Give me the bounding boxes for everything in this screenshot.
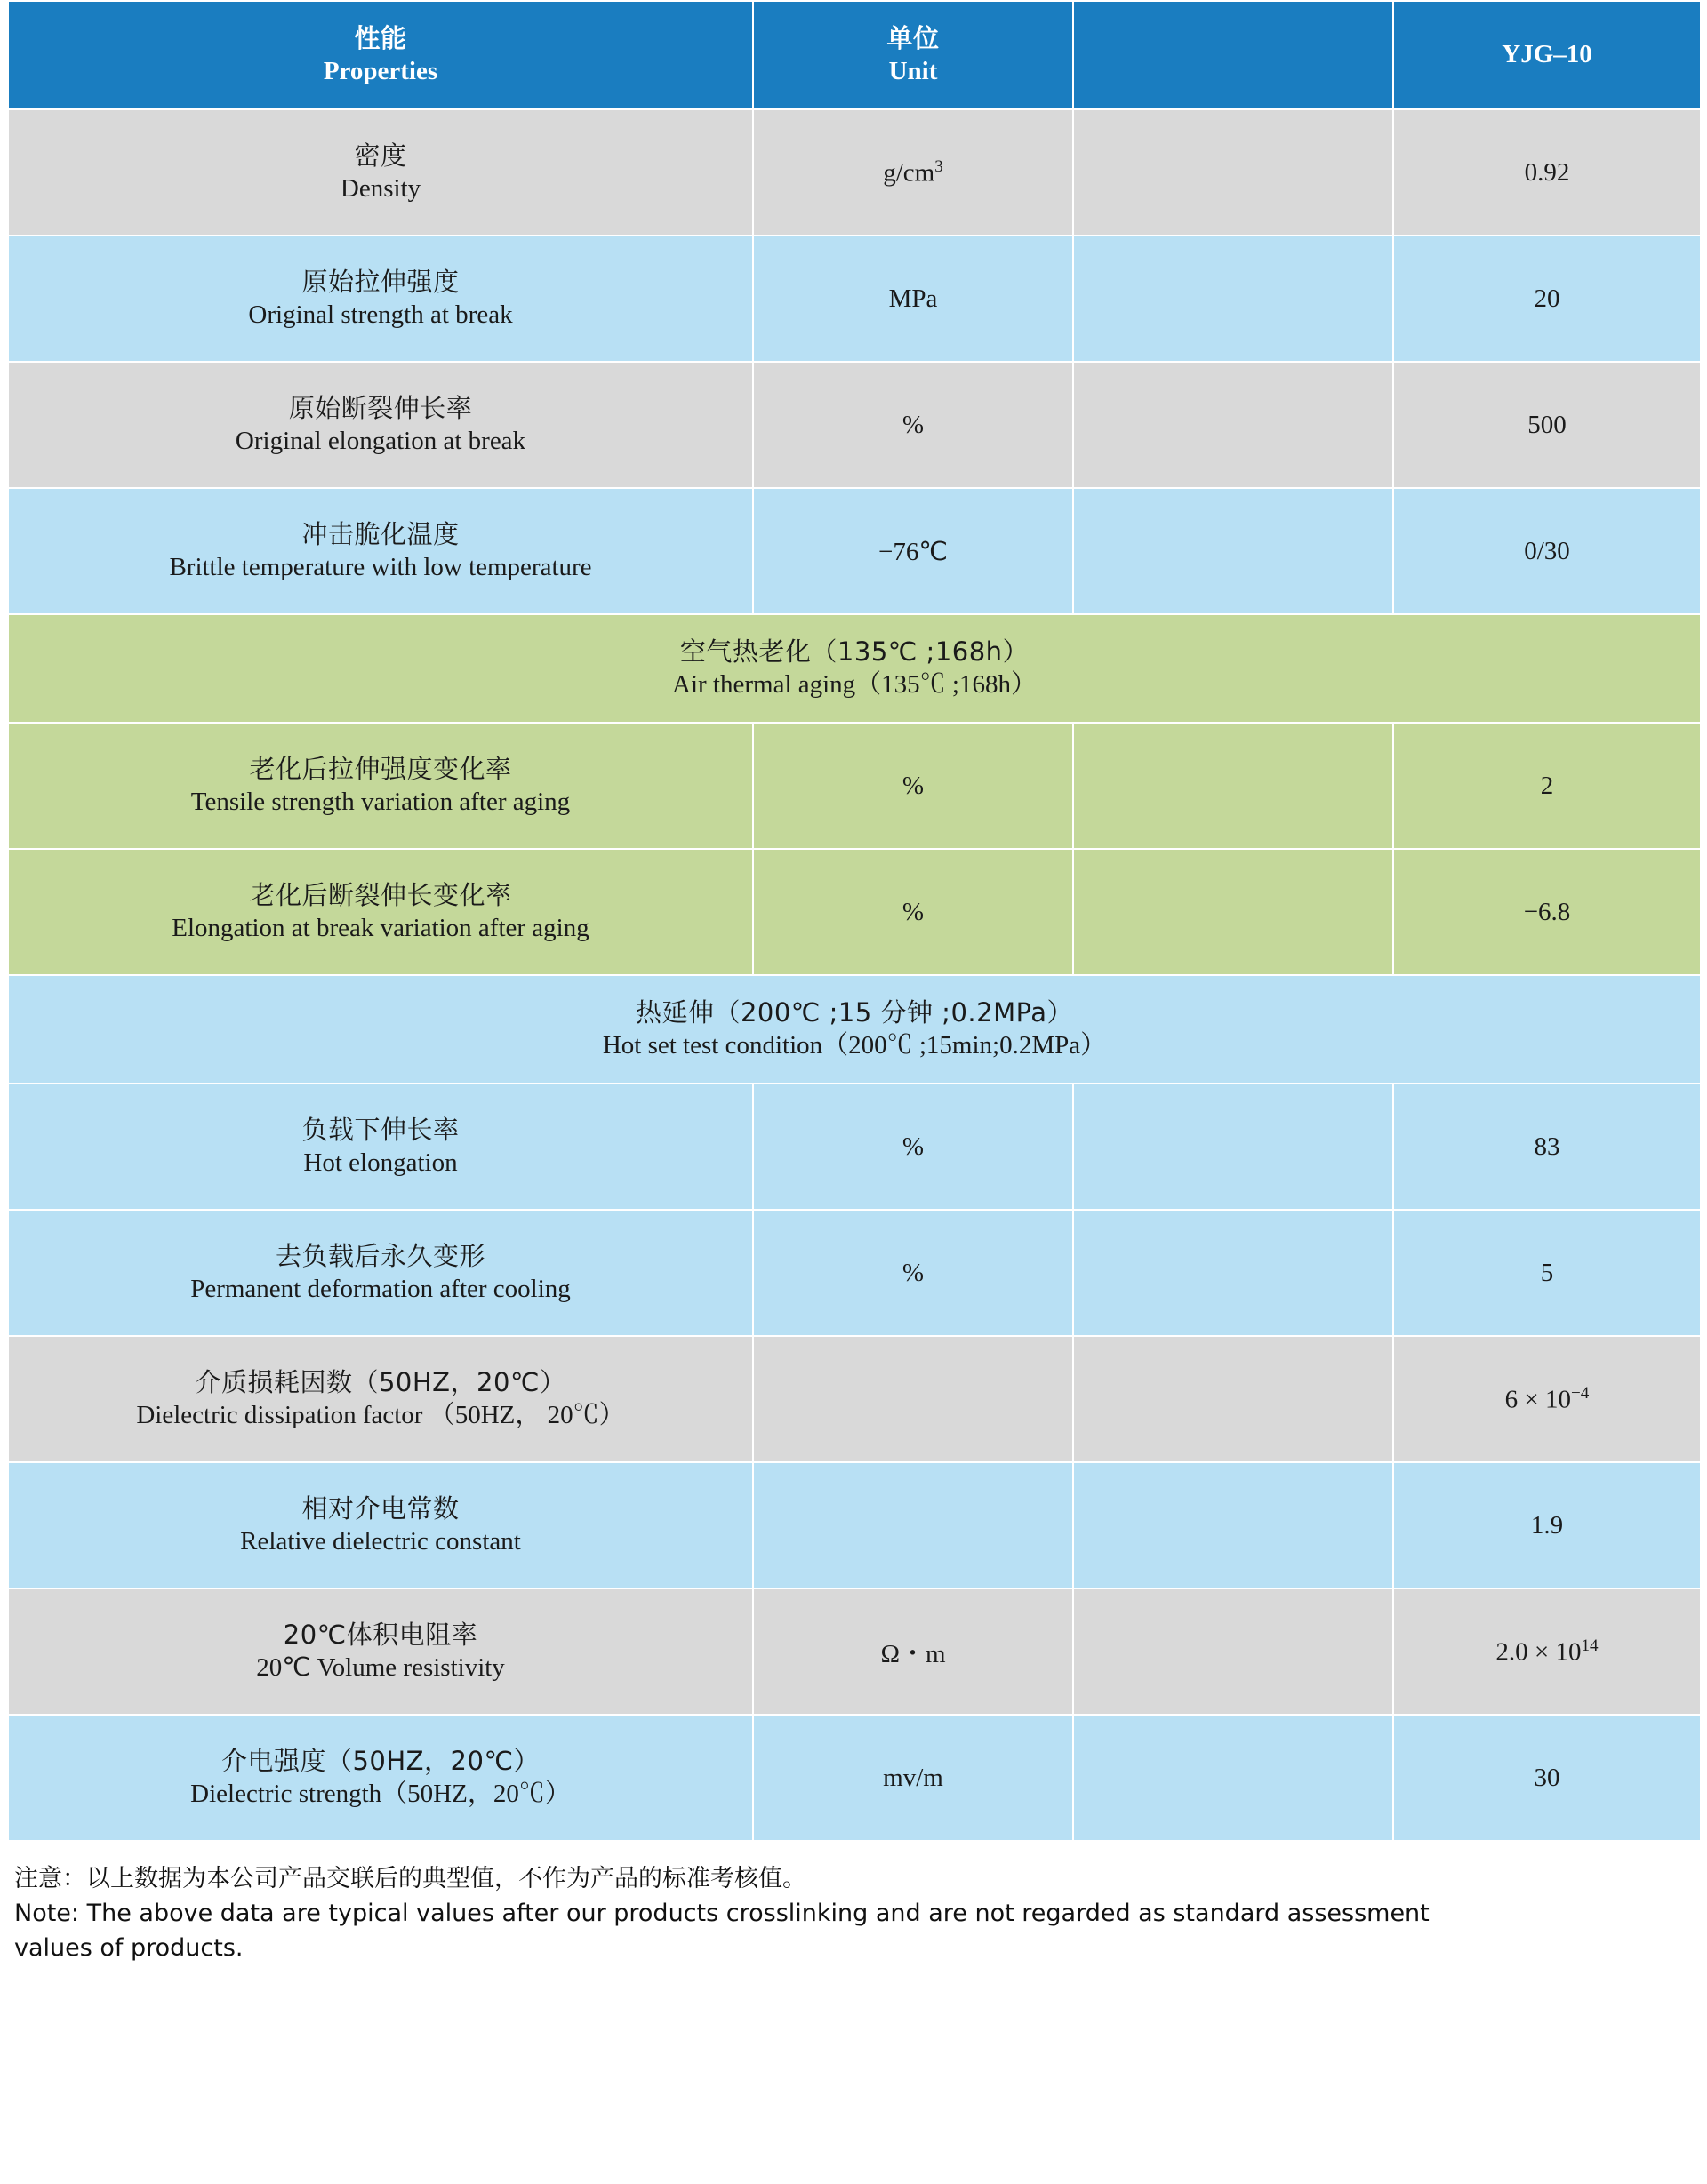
header-properties-cn: 性能 (354, 22, 407, 53)
row-blank (1073, 1462, 1393, 1588)
header-grade-label: YJG–10 (1502, 40, 1592, 69)
table-section-row (8, 614, 1701, 723)
property-en: Dielectric dissipation factor （50HZ， 20℃） (136, 1400, 625, 1429)
table-row (8, 1462, 1701, 1588)
property-en: Elongation at break variation after aging (172, 913, 589, 942)
unit-superscript: 3 (934, 156, 943, 176)
table-header-row (8, 1, 1701, 109)
row-property (8, 1210, 753, 1336)
property-cn: 去负载后永久变形 (275, 1240, 485, 1271)
row-property (8, 109, 753, 236)
row-property (8, 1084, 753, 1210)
section-title-cn: 空气热老化（135℃ ;168h） (679, 636, 1030, 667)
table-row (8, 1588, 1701, 1715)
section-title (8, 975, 1701, 1084)
property-cn: 原始拉伸强度 (301, 266, 460, 297)
value-superscript: 14 (1581, 1636, 1599, 1655)
row-property (8, 849, 753, 975)
property-cn: 相对介电常数 (301, 1492, 460, 1524)
row-property (8, 1588, 753, 1715)
section-title (8, 614, 1701, 723)
footnote (7, 1842, 1700, 1981)
unit-base: g/cm (883, 158, 935, 188)
table-row (8, 1084, 1701, 1210)
footnote-en-line2: values of products. (14, 1934, 244, 1963)
row-value: 0/30 (1393, 488, 1701, 614)
section-title-en: Air thermal aging（135℃ ;168h） (672, 669, 1037, 699)
value-base: 2.0 × 10 (1495, 1637, 1582, 1667)
property-en: 20℃ Volume resistivity (256, 1652, 505, 1682)
property-en: Hot elongation (303, 1148, 458, 1177)
row-blank (1073, 109, 1393, 236)
row-property (8, 1715, 753, 1841)
table-row (8, 109, 1701, 236)
row-value: −6.8 (1393, 849, 1701, 975)
property-cn: 原始断裂伸长率 (288, 392, 473, 423)
table-row (8, 1210, 1701, 1336)
row-blank (1073, 362, 1393, 488)
table-row (8, 723, 1701, 849)
property-cn: 老化后断裂伸长变化率 (249, 879, 512, 910)
property-en: Original elongation at break (235, 426, 526, 455)
property-en: Relative dielectric constant (240, 1526, 521, 1556)
property-cn: 介电强度（50HZ，20℃） (220, 1745, 541, 1776)
row-blank (1073, 488, 1393, 614)
row-property (8, 362, 753, 488)
row-property (8, 236, 753, 362)
row-unit: −76℃ (753, 488, 1073, 614)
header-cell-grade (1393, 1, 1701, 109)
row-blank (1073, 1336, 1393, 1462)
row-blank (1073, 1084, 1393, 1210)
table-row (8, 1336, 1701, 1462)
table-row (8, 362, 1701, 488)
properties-table (7, 0, 1702, 1842)
property-cn: 冲击脆化温度 (301, 518, 460, 549)
header-cell-blank (1073, 1, 1393, 109)
header-unit-cn: 单位 (886, 22, 940, 53)
row-value: 1.9 (1393, 1462, 1701, 1588)
row-blank (1073, 1588, 1393, 1715)
property-en: Permanent deformation after cooling (190, 1274, 571, 1303)
property-cn: 介质损耗因数（50HZ，20℃） (195, 1366, 566, 1397)
property-cn: 负载下伸长率 (301, 1114, 460, 1145)
property-en: Tensile strength variation after aging (190, 787, 571, 816)
section-title-cn: 热延伸（200℃ ;15 分钟 ;0.2MPa） (635, 996, 1074, 1028)
row-unit: % (753, 1210, 1073, 1336)
row-property (8, 1462, 753, 1588)
row-unit: mv/m (753, 1715, 1073, 1841)
footnote-cn: 注意：以上数据为本公司产品交联后的典型值，不作为产品的标准考核值。 (14, 1865, 806, 1892)
row-value (1393, 1336, 1701, 1462)
row-property (8, 1336, 753, 1462)
row-value: 500 (1393, 362, 1701, 488)
table-row (8, 849, 1701, 975)
row-value: 5 (1393, 1210, 1701, 1336)
table-row (8, 236, 1701, 362)
property-en: Original strength at break (248, 300, 513, 329)
header-cell-properties (8, 1, 753, 109)
row-property (8, 723, 753, 849)
value-superscript: −4 (1571, 1383, 1590, 1403)
row-unit: Ω・m (753, 1588, 1073, 1715)
table-row (8, 1715, 1701, 1841)
row-value: 0.92 (1393, 109, 1701, 236)
row-value (1393, 1588, 1701, 1715)
footnote-en-line1: Note: The above data are typical values after our products crosslinking and are not regarded as standard assessment (14, 1900, 1430, 1928)
property-cn: 老化后拉伸强度变化率 (249, 753, 512, 784)
table-row (8, 488, 1701, 614)
property-en: Dielectric strength（50HZ，20℃） (190, 1779, 571, 1808)
table-section-row (8, 975, 1701, 1084)
header-unit-en: Unit (888, 56, 938, 85)
property-cn: 密度 (354, 140, 407, 171)
row-property (8, 488, 753, 614)
row-unit: % (753, 1084, 1073, 1210)
row-unit: % (753, 723, 1073, 849)
row-value: 20 (1393, 236, 1701, 362)
property-cn: 20℃体积电阻率 (283, 1619, 478, 1650)
header-properties-en: Properties (323, 56, 438, 85)
row-unit (753, 1336, 1073, 1462)
row-blank (1073, 1715, 1393, 1841)
row-unit: % (753, 362, 1073, 488)
row-blank (1073, 1210, 1393, 1336)
row-blank (1073, 849, 1393, 975)
table-body (8, 109, 1701, 1841)
row-value: 2 (1393, 723, 1701, 849)
row-value: 83 (1393, 1084, 1701, 1210)
row-value: 30 (1393, 1715, 1701, 1841)
row-unit (753, 109, 1073, 236)
header-cell-unit (753, 1, 1073, 109)
property-en: Density (340, 173, 421, 203)
section-title-en: Hot set test condition（200℃ ;15min;0.2MPa） (602, 1030, 1107, 1060)
value-base: 6 × 10 (1504, 1385, 1571, 1414)
property-en: Brittle temperature with low temperature (169, 552, 592, 581)
row-blank (1073, 236, 1393, 362)
row-blank (1073, 723, 1393, 849)
row-unit: % (753, 849, 1073, 975)
row-unit (753, 1462, 1073, 1588)
row-unit: MPa (753, 236, 1073, 362)
